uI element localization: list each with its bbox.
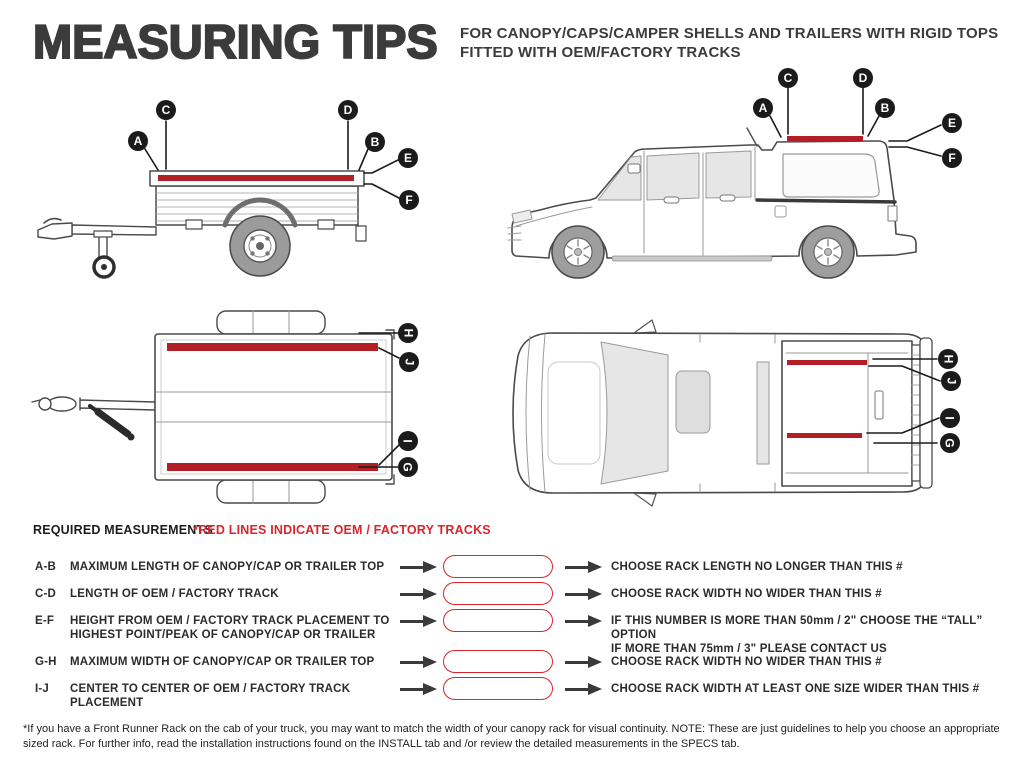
marker-d-truck-side: D <box>853 68 873 88</box>
measurement-guidance: CHOOSE RACK WIDTH AT LEAST ONE SIZE WIDER THAN THIS # <box>611 683 980 695</box>
page-subtitle-line2: FITTED WITH OEM/FACTORY TRACKS <box>460 44 741 61</box>
footnote-line1: *If you have a Front Runner Rack on the cab of your truck, you may want to match the width of your canopy rack for visual continuity. NOTE: These are just guidelines to help you choose an appropriate <box>23 723 1000 735</box>
marker-f-trailer-side: F <box>399 190 419 210</box>
measurement-description: CENTER TO CENTER OF OEM / FACTORY TRACK PLACEMENT <box>70 683 351 709</box>
arrow-right-icon <box>400 683 437 695</box>
measurement-description: MAXIMUM WIDTH OF CANOPY/CAP OR TRAILER TOP <box>70 656 375 668</box>
measurement-guidance: CHOOSE RACK WIDTH NO WIDER THAN THIS # <box>611 588 882 600</box>
measurement-id: C-D <box>35 588 57 600</box>
measurement-guidance: CHOOSE RACK WIDTH NO WIDER THAN THIS # <box>611 656 882 668</box>
marker-e-truck-side: E <box>942 113 962 133</box>
page-title: MEASURING TIPS <box>33 15 438 68</box>
marker-d-trailer-side: D <box>338 100 358 120</box>
marker-h-trailer-top: H <box>398 323 418 343</box>
measurement-row-cd <box>35 587 1011 605</box>
measurement-description: HEIGHT FROM OEM / FACTORY TRACK PLACEMENT TO HIGHEST POINT/PEAK OF CANOPY/CAP OR TRAILER <box>70 615 390 641</box>
footnote-line2: sized rack. For further info, read the installation instructions found on the INSTALL tab and /or review the detailed measurements in the SPECS tab. <box>23 738 740 750</box>
measurement-id: G-H <box>35 656 57 668</box>
marker-f-truck-side: F <box>942 148 962 168</box>
arrow-right-icon <box>565 588 602 600</box>
measurement-value-box <box>443 582 553 605</box>
measurement-row-ab <box>35 560 1011 578</box>
required-measurements-label: REQUIRED MEASUREMENTS <box>33 523 213 537</box>
arrow-right-icon <box>565 615 602 627</box>
measurement-row-ij <box>35 682 1011 710</box>
marker-a-trailer-side: A <box>128 131 148 151</box>
marker-c-trailer-side: C <box>156 100 176 120</box>
measurement-value-box <box>443 677 553 700</box>
arrow-right-icon <box>400 588 437 600</box>
footnote <box>23 722 1011 752</box>
arrow-right-icon <box>565 656 602 668</box>
marker-g-trailer-top: G <box>398 457 418 477</box>
marker-g-truck-top: G <box>940 433 960 453</box>
arrow-right-icon <box>565 561 602 573</box>
marker-i-truck-top: I <box>940 408 960 428</box>
trailer-top-view-illustration <box>32 311 399 503</box>
marker-a-truck-side: A <box>753 98 773 118</box>
measurement-id: I-J <box>35 683 50 695</box>
marker-e-trailer-side: E <box>398 148 418 168</box>
truck-top-view-illustration <box>513 320 940 506</box>
measurement-row-gh <box>35 655 1011 673</box>
measurement-id: E-F <box>35 615 55 627</box>
measurement-value-box <box>443 555 553 578</box>
measurement-guidance: IF THIS NUMBER IS MORE THAN 50mm / 2" CHOOSE THE “TALL” OPTION IF MORE THAN 75mm / 3" PLEASE CONTACT US <box>611 615 983 655</box>
marker-c-truck-side: C <box>778 68 798 88</box>
measurement-guidance: CHOOSE RACK LENGTH NO LONGER THAN THIS # <box>611 561 903 573</box>
page-subtitle-line1: FOR CANOPY/CAPS/CAMPER SHELLS AND TRAILERS WITH RIGID TOPS <box>460 25 999 42</box>
measurement-value-box <box>443 609 553 632</box>
measurement-description: MAXIMUM LENGTH OF CANOPY/CAP OR TRAILER TOP <box>70 561 385 573</box>
measurement-description: LENGTH OF OEM / FACTORY TRACK <box>70 588 279 600</box>
arrow-right-icon <box>400 656 437 668</box>
arrow-right-icon <box>565 683 602 695</box>
measurement-id: A-B <box>35 561 57 573</box>
marker-j-trailer-top: J <box>399 352 419 372</box>
red-lines-note: *RED LINES INDICATE OEM / FACTORY TRACKS <box>193 523 491 537</box>
arrow-right-icon <box>400 561 437 573</box>
arrow-right-icon <box>400 615 437 627</box>
marker-b-trailer-side: B <box>365 132 385 152</box>
marker-b-truck-side: B <box>875 98 895 118</box>
measurement-value-box <box>443 650 553 673</box>
marker-j-truck-top: J <box>941 371 961 391</box>
truck-side-view-illustration <box>508 88 941 278</box>
trailer-side-view-illustration <box>38 121 399 277</box>
marker-h-truck-top: H <box>938 349 958 369</box>
marker-i-trailer-top: I <box>398 431 418 451</box>
